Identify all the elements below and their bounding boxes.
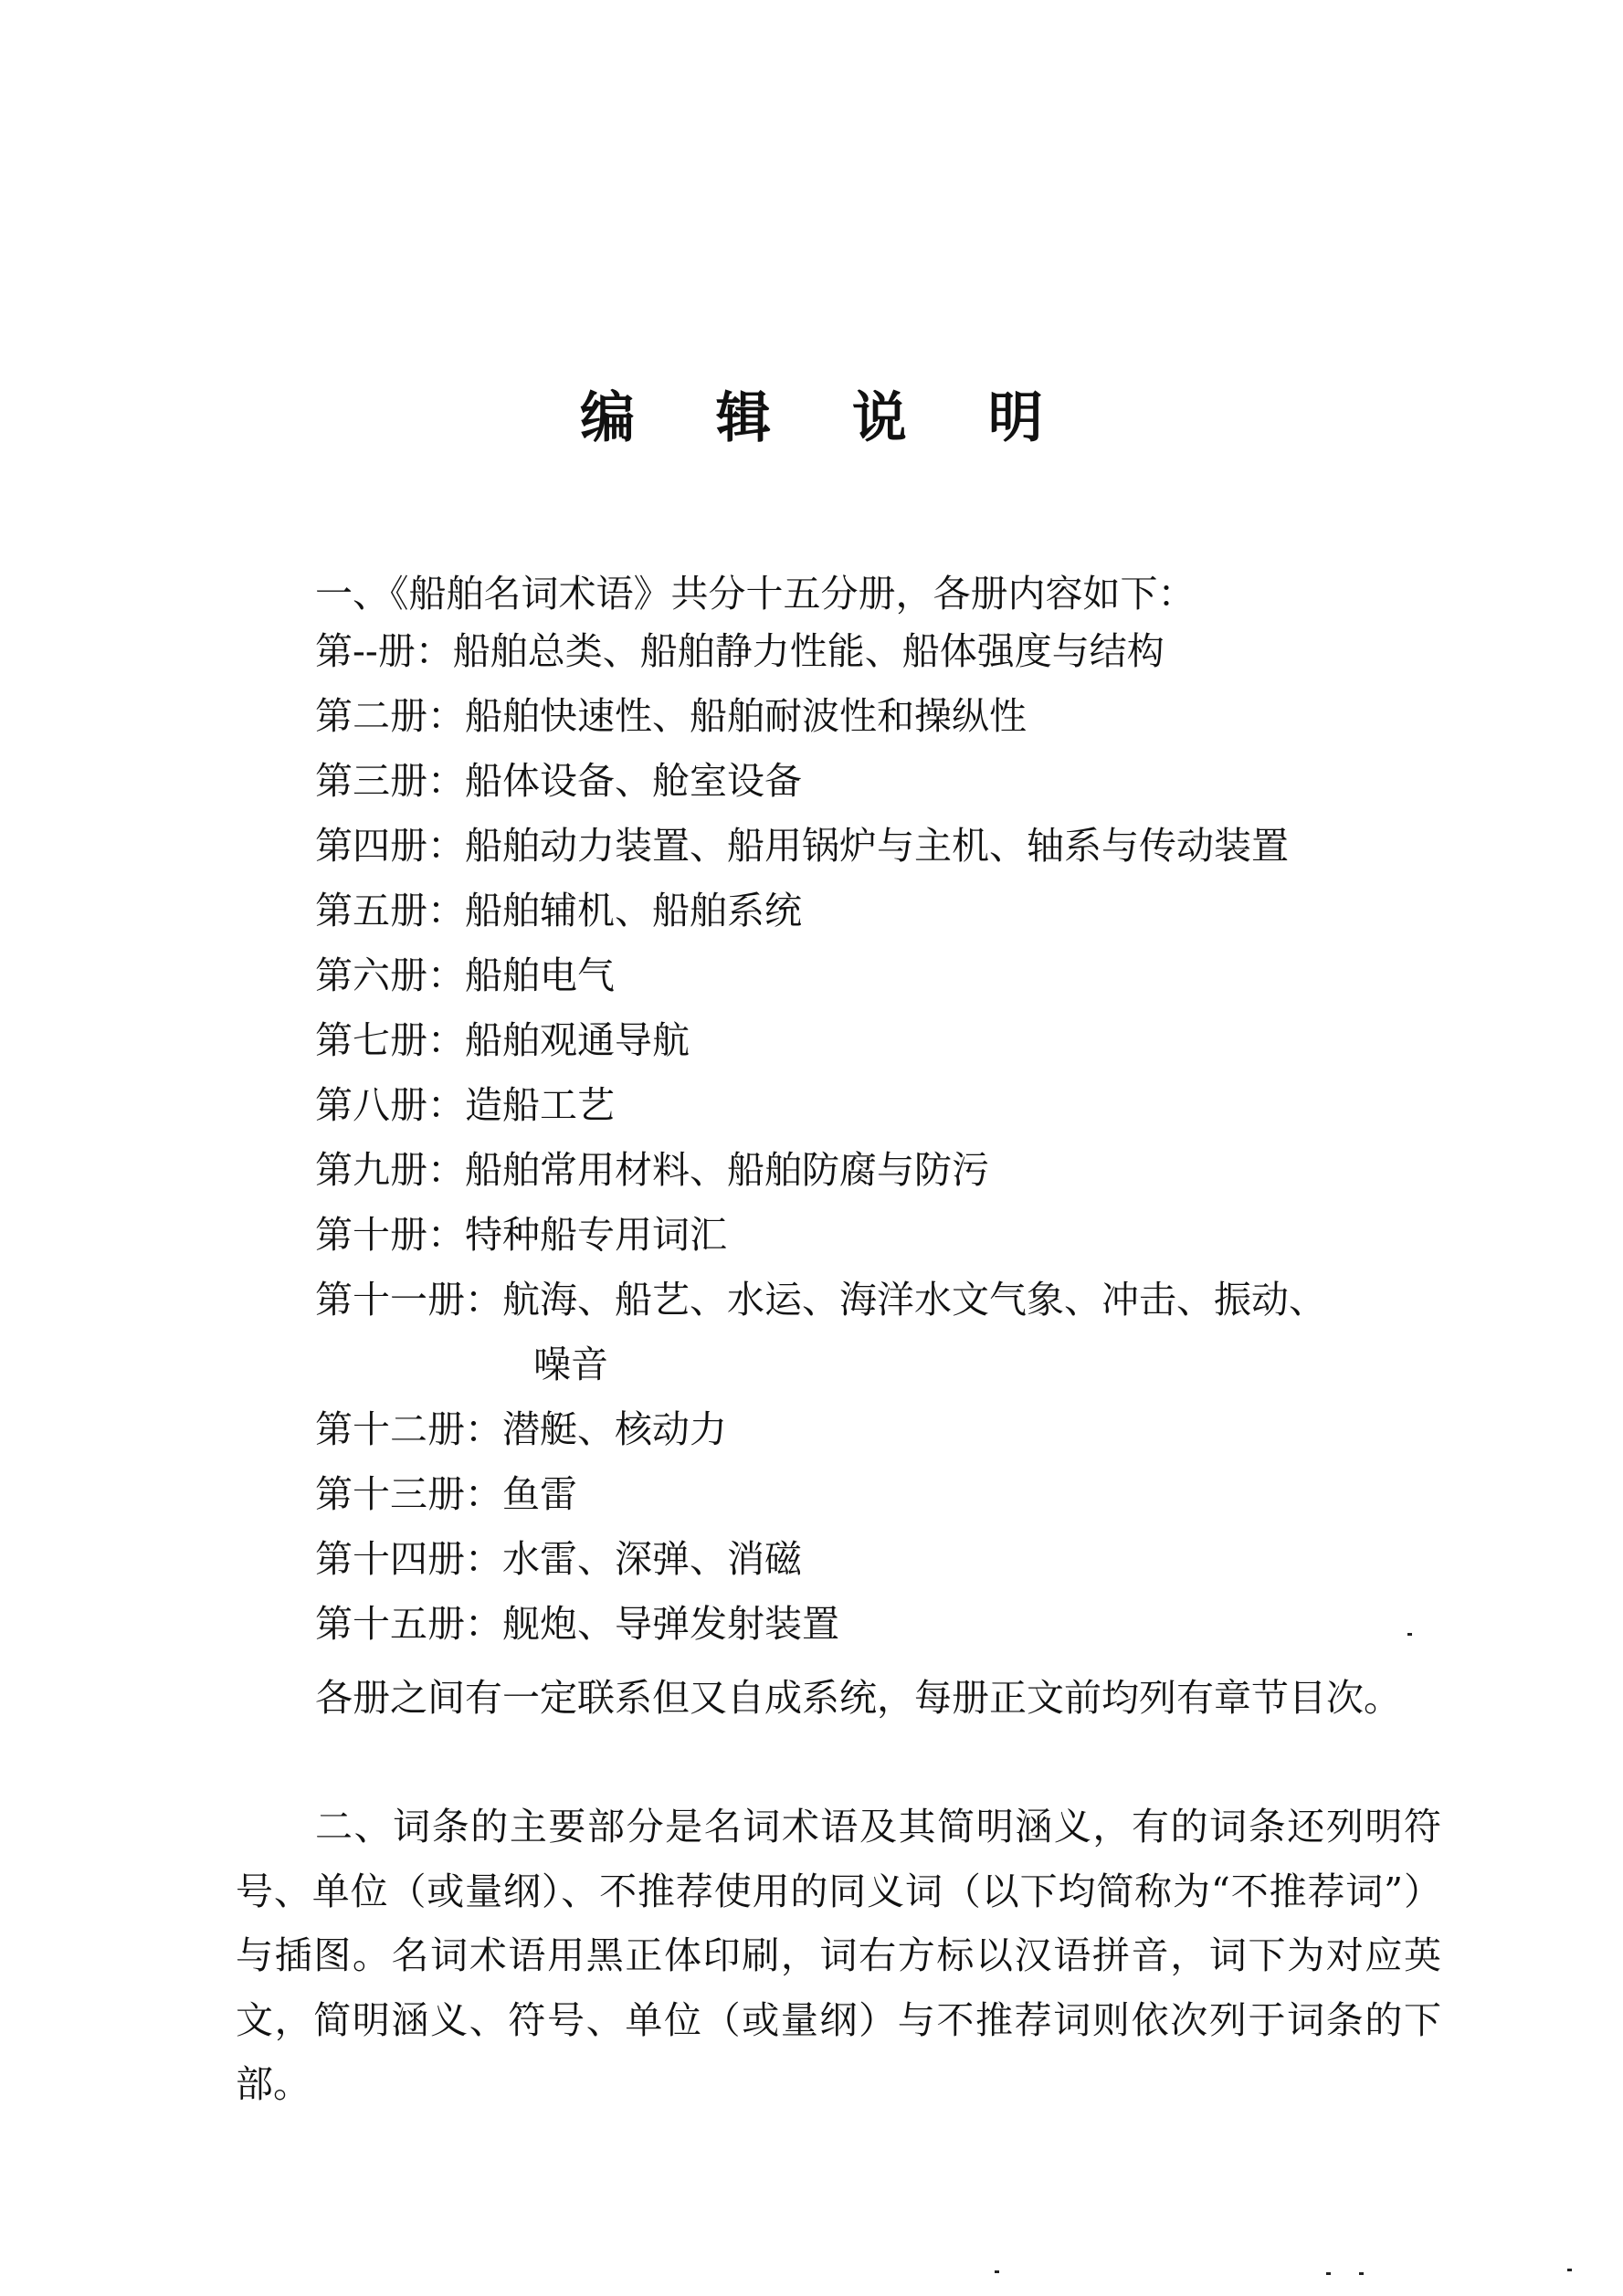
volume-content: 船体设备、舱室设备 [465,759,802,803]
volume-item [315,1146,989,1194]
volume-label: 第十册： [315,1213,465,1257]
volume-content: 船舶快速性、船舶耐波性和操纵性 [465,694,1027,738]
scan-speck [995,2270,999,2273]
volume-content: 潜艇、核动力 [502,1407,727,1451]
volume-content: 水雷、深弹、消磁 [502,1537,802,1581]
volume-item [315,822,1289,869]
scan-speck [1359,2272,1364,2275]
scan-speck [1407,1633,1412,1636]
volume-content: 船舶观通导航 [465,1018,690,1062]
volume-label: 第九册： [315,1148,465,1192]
volume-content-continuation: 噪音 [533,1343,608,1386]
volume-label: 第四册： [315,824,465,868]
volume-content: 船舶动力装置、船用锅炉与主机、轴系与传动装置 [465,824,1289,868]
volume-item [315,1406,727,1453]
volume-label: 第十三册： [315,1472,502,1516]
volume-label: 第六册： [315,953,465,997]
scan-speck [1326,2272,1331,2275]
volume-label: 第十五册： [315,1602,502,1646]
volume-content: 鱼雷 [502,1472,577,1516]
paragraph-relation: 各册之间有一定联系但又自成系统，每册正文前均列有章节目次。 [315,1676,1401,1720]
volume-item [315,1211,727,1259]
volume-label: 第十四册： [315,1537,502,1581]
volume-item [315,1600,839,1648]
volume-label: 第十二册： [315,1407,502,1451]
volume-label: 第八册： [315,1083,465,1127]
volume-item [315,627,1165,675]
volume-content: 船舶常用材料、船舶防腐与防污 [465,1148,989,1192]
volume-item [315,1535,802,1583]
volume-content: 船舶电气 [465,953,615,997]
volume-item [315,757,802,805]
volume-content: 船舶总类、船舶静力性能、船体强度与结构 [452,629,1165,673]
volume-label: 第十一册： [315,1278,502,1322]
volume-item [315,887,802,934]
volume-content: 船舶辅机、船舶系统 [465,889,802,932]
volume-content: 特种船专用词汇 [465,1213,727,1257]
intro-line: 一、《船舶名词术语》共分十五分册，各册内容如下： [315,572,1196,616]
volume-item [315,952,615,999]
volume-label: 第--册： [315,629,453,673]
volume-item [315,1016,690,1064]
page-title: 编 辑 说 明 [580,386,1074,450]
scan-speck [1567,2269,1572,2271]
volume-item [315,1276,1326,1323]
volume-content: 造船工艺 [465,1083,615,1127]
volume-label: 第二册： [315,694,465,738]
volume-label: 第五册： [315,889,465,932]
volume-label: 第三册： [315,759,465,803]
volume-item [315,692,1027,740]
volume-label: 第七册： [315,1018,465,1062]
volume-item [315,1081,615,1129]
paragraph-entry-structure: 二、词条的主要部分是名词术语及其简明涵义，有的词条还列明符号、单位（或量纲）、不推荐使用的同义词（以下均简称为“不推荐词”）与插图。名词术语用黑正体印刷，词右方标以汉语拼音，词下为对应英文，简明涵义、符号、单位（或量纲）与不推荐词则依次列于词条的下部。 [236,1805,1441,2106]
volume-item [315,1470,577,1518]
volume-content: 航海、船艺、水运、海洋水文气象、冲击、振动、 [502,1278,1326,1322]
volume-content: 舰炮、导弹发射装置 [502,1602,839,1646]
